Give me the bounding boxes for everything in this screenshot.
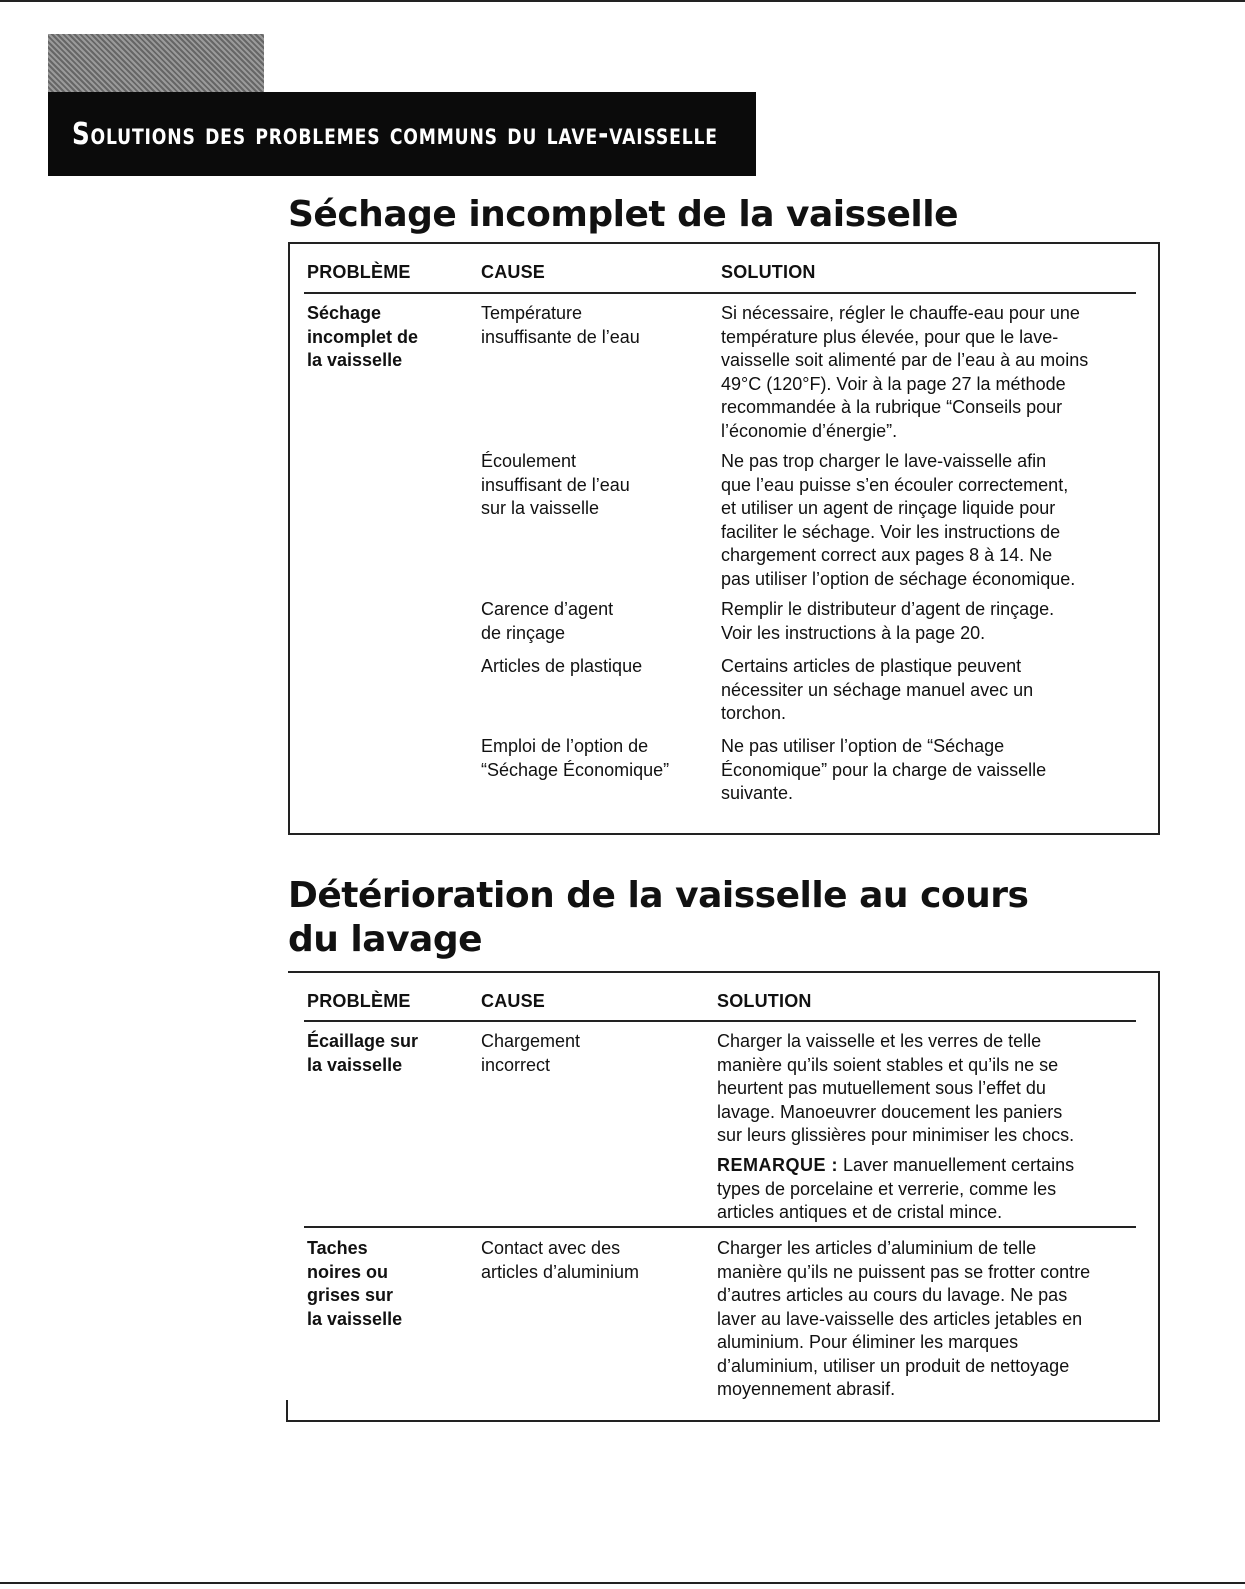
- solution-cell: Charger la vaisselle et les verres de telle manière qu’ils soient stables et qu’ils ne se heurtent pas mutuellement sous l’effet du lavage. Manoeuvrer doucement les paniers sur leurs glissières pour minimiser les chocs.: [717, 1031, 1075, 1145]
- note-label: REMARQUE :: [717, 1155, 838, 1175]
- solution-cell: Remplir le distributeur d’agent de rinçage. Voir les instructions à la page 20.: [721, 599, 1055, 643]
- cause-cell: Articles de plastique: [481, 656, 643, 676]
- column-header-probleme: PROBLÈME: [307, 991, 411, 1011]
- solution-cell: Ne pas trop charger le lave-vaisselle afin que l’eau puisse s’en écouler correctement, et utiliser un agent de rinçage liquide pour faciliter le séchage. Voir les instructions de chargement correct aux pages 8 à 14. Ne pas utiliser l’option de séchage économique.: [721, 451, 1076, 589]
- problem-cell: Taches noires ou grises sur la vaisselle: [307, 1238, 403, 1329]
- note-text: Laver manuellement certains types de porcelaine et verrerie, comme les articles antiques et de cristal mince.: [717, 1155, 1075, 1222]
- section-title-deterioration: Détérioration de la vaisselle au cours du lavage: [288, 875, 1029, 960]
- header-rule: [304, 292, 1136, 294]
- column-header-solution: SOLUTION: [721, 262, 816, 282]
- bottom-page-rule: [0, 1582, 1245, 1584]
- cause-cell: Écoulement insuffisant de l’eau sur la vaisselle: [481, 451, 630, 518]
- cause-cell: Contact avec des articles d’aluminium: [481, 1238, 640, 1282]
- cause-cell: Température insuffisante de l’eau: [481, 303, 640, 347]
- chapter-banner: [48, 92, 756, 176]
- row-separator: [304, 1226, 1136, 1228]
- top-page-rule: [0, 0, 1245, 2]
- problem-cell: Écaillage sur la vaisselle: [307, 1031, 419, 1075]
- note-cell: [717, 1154, 1142, 1225]
- table-corner-mark: [286, 1400, 288, 1422]
- cause-cell: Carence d’agent de rinçage: [481, 599, 614, 643]
- section-title-sechage: Séchage incomplet de la vaisselle: [288, 194, 958, 235]
- solution-cell: Certains articles de plastique peuvent nécessiter un séchage manuel avec un torchon.: [721, 656, 1034, 723]
- problem-cell: Séchage incomplet de la vaisselle: [307, 303, 419, 370]
- solution-cell: Si nécessaire, régler le chauffe-eau pour une température plus élevée, pour que le lave- vaisselle soit alimenté par de l’eau à au moins 49°C (120°F). Voir à la page 27 la méthode recommandée à la rubrique “Conseils pour l’économie d’énergie”.: [721, 303, 1089, 441]
- cause-cell: Chargement incorrect: [481, 1031, 581, 1075]
- header-rule: [304, 1020, 1136, 1022]
- solution-cell: Charger les articles d’aluminium de telle manière qu’ils ne puissent pas se frotter contre d’autres articles au cours du lavage. Ne pas laver au lave-vaisselle des articles jetables en aluminium. Pour éliminer les marques d’aluminium, utiliser un produit de nettoyage moyennement abrasif.: [717, 1238, 1091, 1399]
- cause-cell: Emploi de l’option de “Séchage Économique”: [481, 736, 670, 780]
- column-header-cause: CAUSE: [481, 262, 546, 282]
- column-header-probleme: PROBLÈME: [307, 262, 411, 282]
- column-header-cause: CAUSE: [481, 991, 546, 1011]
- solution-cell: Ne pas utiliser l’option de “Séchage Économique” pour la charge de vaisselle suivante.: [721, 736, 1047, 803]
- column-header-solution: SOLUTION: [717, 991, 812, 1011]
- chapter-title: Solutions des problemes communs du lave-vaisselle: [72, 116, 718, 152]
- banner-tab-pattern: [48, 34, 264, 94]
